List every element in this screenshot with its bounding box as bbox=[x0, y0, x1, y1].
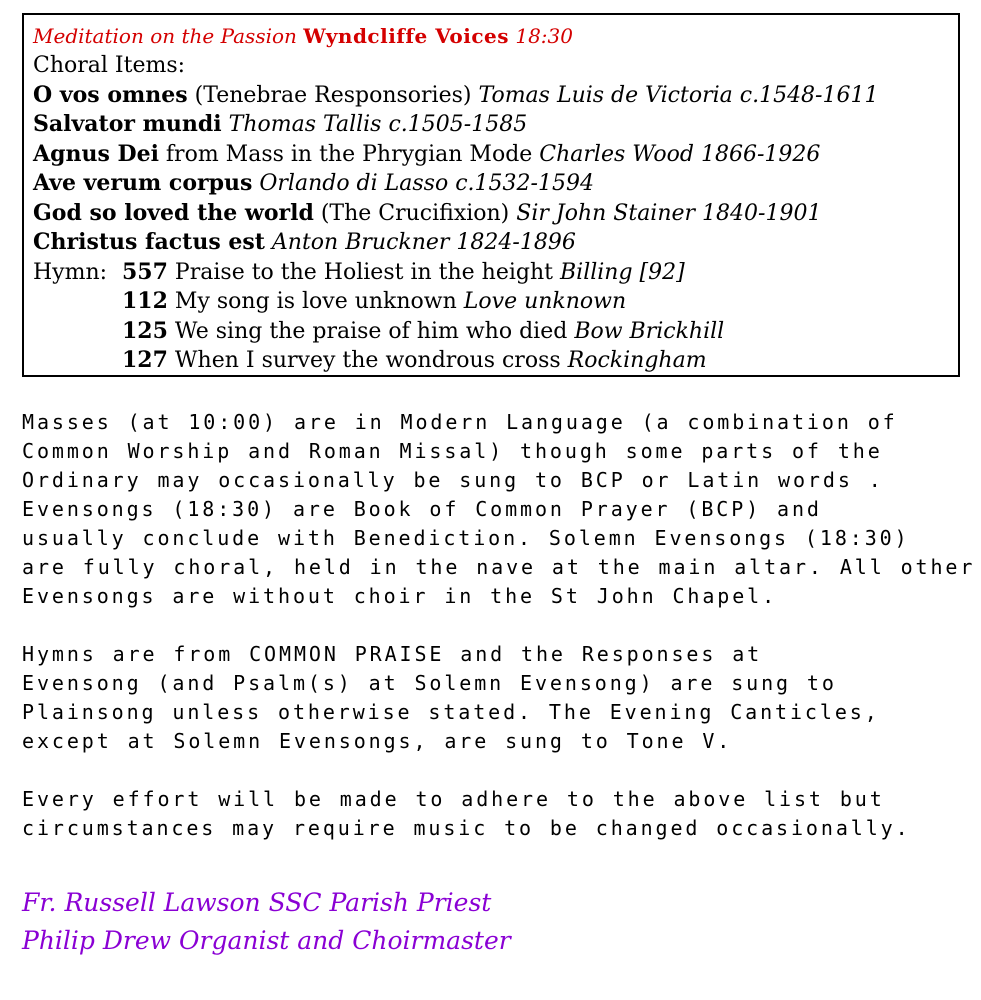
note-line: except at Solemn Evensongs, are sung to Tone V. bbox=[22, 729, 733, 753]
item-composer: Thomas Tallis c.1505-1585 bbox=[228, 112, 528, 137]
note-line: Masses (at 10:00) are in Modern Language (a combination of bbox=[22, 410, 898, 434]
signatures bbox=[22, 884, 511, 960]
note-line: Hymns are from COMMON PRAISE and the Responses at bbox=[22, 642, 763, 666]
item-note bbox=[265, 230, 272, 255]
item-composer: Tomas Luis de Victoria c.1548-1611 bbox=[478, 82, 879, 108]
service-heading bbox=[33, 21, 958, 51]
hymn-text: When I survey the wondrous cross bbox=[167, 348, 568, 373]
note-line: usually conclude with Benediction. Solemn Evensongs (18:30) bbox=[22, 526, 910, 550]
hymn-tune: Love unknown bbox=[463, 289, 627, 314]
item-title: Ave verum corpus bbox=[33, 170, 253, 196]
note-line: circumstances may require music to be changed occasionally. bbox=[22, 816, 911, 840]
item-composer: Anton Bruckner 1824-1896 bbox=[271, 230, 576, 255]
note-line: Evensong (and Psalm(s) at Solemn Evensong) are sung to bbox=[22, 671, 837, 695]
hymn-number: 112 bbox=[122, 288, 168, 314]
service-time: 18:30 bbox=[515, 24, 573, 48]
organist-signature: Philip Drew Organist and Choirmaster bbox=[22, 926, 511, 955]
notes-paragraph-changes bbox=[22, 785, 962, 843]
item-note: (Tenebrae Responsories) bbox=[187, 82, 479, 108]
choral-item bbox=[33, 228, 958, 258]
choral-item bbox=[33, 140, 958, 170]
hymn-number: 127 bbox=[122, 347, 168, 373]
choral-item bbox=[33, 110, 958, 140]
notes-paragraph-hymns bbox=[22, 640, 962, 756]
item-title: Christus factus est bbox=[33, 229, 265, 255]
hymn-text: Praise to the Holiest in the height bbox=[167, 259, 560, 285]
item-composer: Orlando di Lasso c.1532-1594 bbox=[259, 171, 594, 196]
choral-item bbox=[33, 169, 958, 199]
hymn-row bbox=[33, 287, 958, 317]
hymn-row bbox=[33, 346, 958, 376]
hymn-text: My song is love unknown bbox=[167, 289, 464, 314]
hymn-row bbox=[33, 317, 958, 347]
item-composer: Sir John Stainer 1840-1901 bbox=[516, 200, 822, 226]
item-title: O vos omnes bbox=[33, 81, 188, 108]
hymn-tune: Bow Brickhill bbox=[574, 318, 725, 344]
choral-items-label: Choral Items: bbox=[33, 53, 186, 78]
choir-name: Wyndcliffe Voices bbox=[303, 24, 509, 48]
item-composer: Charles Wood 1866-1926 bbox=[539, 141, 821, 167]
service-notes bbox=[22, 408, 976, 872]
service-title: Meditation on the Passion bbox=[33, 24, 297, 48]
hymn-text: We sing the praise of him who died bbox=[167, 318, 575, 344]
note-line: Common Worship and Roman Missal) though some parts of the bbox=[22, 439, 883, 463]
choral-item bbox=[33, 199, 958, 229]
hymn-tune: Rockingham bbox=[567, 348, 707, 373]
hymn-row bbox=[33, 258, 958, 288]
item-note: (The Crucifixion) bbox=[313, 200, 517, 226]
note-line: are fully choral, held in the nave at the main altar. All other bbox=[22, 555, 976, 579]
note-line: Evensongs (18:30) are Book of Common Prayer (BCP) and bbox=[22, 497, 822, 521]
note-line: Every effort will be made to adhere to the above list but bbox=[22, 787, 885, 811]
item-title: God so loved the world bbox=[33, 199, 314, 226]
note-line: Ordinary may occasionally be sung to BCP or Latin words . bbox=[22, 468, 884, 492]
item-note bbox=[222, 112, 229, 137]
note-line: Evensongs are without choir in the St John Chapel. bbox=[22, 584, 778, 608]
hymn-number: 557 bbox=[122, 258, 168, 285]
hymn-number: 125 bbox=[122, 317, 168, 344]
item-title: Salvator mundi bbox=[33, 111, 222, 137]
priest-signature: Fr. Russell Lawson SSC Parish Priest bbox=[22, 888, 492, 917]
hymn-tune: Billing [92] bbox=[559, 259, 685, 285]
hymn-label: Hymn: bbox=[33, 259, 108, 285]
item-title: Agnus Dei bbox=[33, 140, 159, 167]
note-line: Plainsong unless otherwise stated. The Evening Canticles, bbox=[22, 700, 880, 724]
choral-item bbox=[33, 81, 958, 111]
music-list-box bbox=[22, 13, 960, 377]
item-note: from Mass in the Phrygian Mode bbox=[158, 141, 540, 167]
notes-paragraph-masses bbox=[22, 408, 976, 611]
